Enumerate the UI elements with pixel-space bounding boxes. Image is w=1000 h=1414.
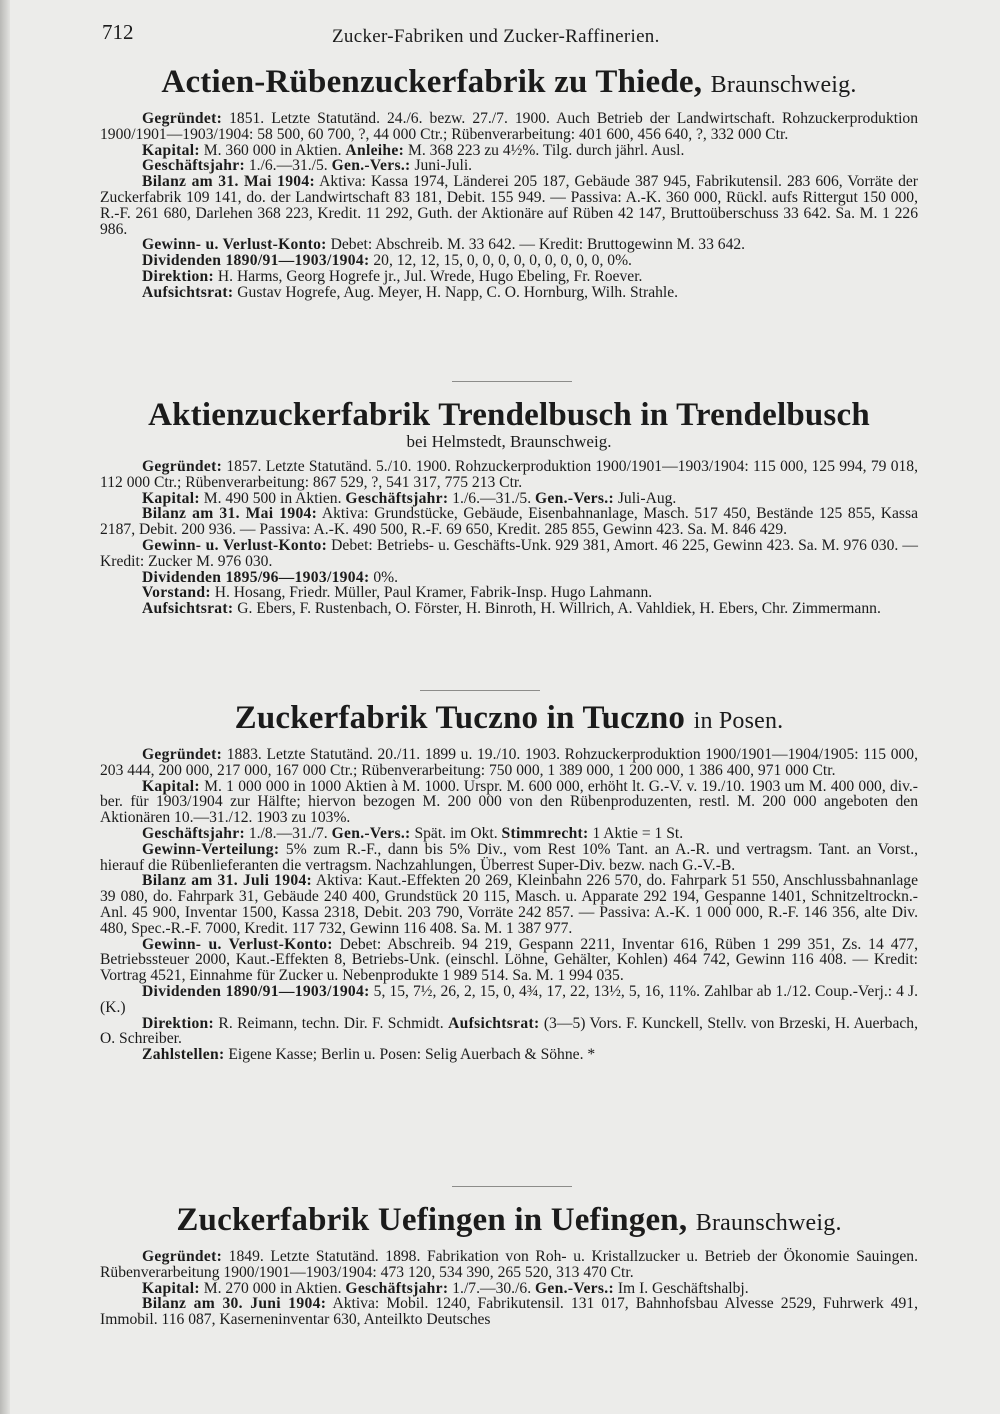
- field-kapital: Kapital: M. 360 000 in Aktien. Anleihe: M. 368 223 zu 4½%. Tilg. durch jährl. Ausl.: [142, 141, 685, 159]
- field-gegruendet: Gegründet: 1851. Letzte Statutänd. 24./6. bezw. 27./7. 1900. Auch Betrieb der Landwirtschaft. Rohzuckerproduktion 1900/1901—1903/1904: 58 500, 60 700, ?, 44 000 Ctr.; Rübenverarbeitung: 401 600, 456 640, ?, 332 000 Ctr.: [100, 110, 918, 143]
- field-bilanz: Bilanz am 31. Mai 1904: Aktiva: Grundstücke, Gebäude, Eisenbahnanlage, Masch. 517 450, Bestände 125 855, Kassa 2187, Debit. 200 936. — Passiva: A.-K. 490 500, R.-F. 69 650, Kredit. 285 855, Gewinn 423. Sa. M. 846 429.: [100, 505, 918, 539]
- company-name: Zuckerfabrik Uefingen in Uefingen,: [176, 1202, 688, 1238]
- field-geschaeftsjahr: Geschäftsjahr: 1./6.—31./5. Gen.-Vers.: Juni-Juli.: [142, 157, 473, 175]
- field-direktion: Direktion: H. Harms, Georg Hogrefe jr., Jul. Wrede, Hugo Ebeling, Fr. Roever.: [142, 267, 643, 285]
- section-divider: [452, 381, 572, 382]
- field-gegruendet: Gegründet: 1857. Letzte Statutänd. 5./10. 1900. Rohzuckerproduktion 1900/1901—1903/1904: 115 000, 125 994, 79 018, 112 000 Ctr.; Rübenverarbeitung: 867 529, ?, 541 317, 775 213 Ctr.: [100, 458, 918, 491]
- field-kapital: Kapital: M. 270 000 in Aktien. Geschäftsjahr: 1./7.—30./6. Gen.-Vers.: Im I. Geschäftshalbj.: [142, 1279, 749, 1297]
- company-place: Braunschweig.: [695, 1210, 842, 1236]
- field-aufsichtsrat: Aufsichtsrat: G. Ebers, F. Rustenbach, O. Förster, H. Binroth, H. Willrich, A. Vahldiek, H. Ebers, Chr. Zimmermann.: [142, 600, 881, 618]
- field-dividenden: Dividenden 1890/91—1903/1904: 20, 12, 12, 15, 0, 0, 0, 0, 0, 0, 0, 0, 0, 0%.: [142, 252, 632, 270]
- field-aufsichtsrat: Aufsichtsrat: Gustav Hogrefe, Aug. Meyer, H. Napp, C. O. Hornburg, Wilh. Strahle.: [142, 283, 679, 301]
- field-bilanz: Bilanz am 30. Juni 1904: Aktiva: Mobil. 1240, Fabrikutensil. 131 017, Bahnhofsbau Alvesse 2529, Fuhrwerk 491, Immobil. 116 087, Kaserneninventar 630, Anteilkto Deutsches: [100, 1295, 919, 1329]
- scan-edge: [0, 0, 10, 1414]
- field-gewinn-verlust: Gewinn- u. Verlust-Konto: Debet: Abschreib. M. 33 642. — Kredit: Bruttogewinn M. 33 642.: [142, 236, 746, 254]
- field-gewinn-verlust: Gewinn- u. Verlust-Konto: Debet: Abschreib. 94 219, Gespann 2211, Inventar 616, Rüben 1 299 351, Zs. 14 477, Betriebssteuer 2000, Kaut.-Effekten 8, Betriebs-Unk. (einschl. Löhne, Gehälter, Kohlen) 464 742, Gewinn 116 408. — Kredit: Vortrag 4521, Einnahme für Zucker u. Nebenprodukte 1 989 514. Sa. M. 1 994 035.: [100, 935, 918, 985]
- field-gegruendet: Gegründet: 1883. Letzte Statutänd. 20./11. 1899 u. 19./10. 1903. Rohzuckerproduktion 1900/1901—1904/1905: 115 000, 203 444, 200 000, 217 000, 167 000 Ctr.; Rübenverarbeitung: 750 000, 1 389 000, 1 200 000, 1 386 400, 971 000 Ctr.: [100, 746, 918, 779]
- company-place: in Posen.: [693, 708, 784, 734]
- field-geschaeftsjahr: Geschäftsjahr: 1./8.—31./7. Gen.-Vers.: Spät. im Okt. Stimmrecht: 1 Aktie = 1 St.: [142, 824, 684, 842]
- running-header: [102, 20, 922, 54]
- entry-body: [100, 459, 918, 617]
- field-gegruendet: Gegründet: 1849. Letzte Statutänd. 1898. Fabrikation von Roh- u. Kristallzucker u. Betrieb der Ökonomie Sauingen. Rübenverarbeitung 1900/1901—1903/1904: 473 120, 534 390, 265 520, 313 470 Ctr.: [100, 1248, 918, 1281]
- field-direktion: Direktion: R. Reimann, techn. Dir. F. Schmidt. Aufsichtsrat: (3—5) Vors. F. Kunckell, Stellv. von Brzeski, H. Auerbach, O. Schreiber.: [100, 1014, 918, 1048]
- field-bilanz: Bilanz am 31. Mai 1904: Aktiva: Kassa 1974, Länderei 205 187, Gebäude 387 945, Fabrikutensil. 283 606, Vorräte der Zuckerfabrik 109 141, do. der Landwirtschaft 83 181, Debit. 155 949. — Passiva: A.-K. 360 000, Rückl. aufs Rittergut 150 000, R.-F. 261 680, Darlehen 368 223, Kredit. 11 292, Guth. der Aktionäre auf Rüben 42 147, Bruttoüberschuss 33 642. Sa. M. 1 226 986.: [100, 173, 918, 238]
- company-name: Aktienzuckerfabrik Trendelbusch in Trendelbusch: [148, 397, 870, 433]
- entry-subtitle: bei Helmstedt, Braunschweig.: [406, 432, 612, 451]
- entry-title: [100, 395, 918, 435]
- field-dividenden: Dividenden 1890/91—1903/1904: 5, 15, 7½, 26, 2, 15, 0, 4¾, 17, 22, 13½, 5, 16, 11%. Zahlbar ab 1./12. Coup.-Verj.: 4 J. (K.): [100, 982, 918, 1016]
- field-dividenden: Dividenden 1895/96—1903/1904: 0%.: [142, 568, 399, 586]
- field-kapital: Kapital: M. 1 000 000 in 1000 Aktien à M. 1000. Urspr. M. 600 000, erhöht lt. G.-V. v. 19./10. 1903 um M. 400 000, div.-ber. für 1903/1904 zur Hälfte; hiervon bezogen M. 200 000 von den Rübenproduzenten, restl. M. 200 000 angeboten den Aktionären 10.—31./12. 1903 zu 103%.: [100, 777, 918, 827]
- entry-thiede: [100, 62, 918, 301]
- company-name: Zuckerfabrik Tuczno in Tuczno: [234, 700, 686, 736]
- running-title: Zucker-Fabriken und Zucker-Raffinerien.: [332, 26, 660, 47]
- field-gewinn-verteilung: Gewinn-Verteilung: 5% zum R.-F., dann bis 5% Div., vom Rest 10% Tant. an A.-R. und vertragsm. Tant. an Vorst., hierauf die Rübenlieferanten die vertragsm. Nachzahlungen, Überrest Super-Div. bezw. nach G.-V.-B.: [100, 840, 918, 874]
- entry-body: [100, 111, 918, 301]
- field-kapital: Kapital: M. 490 500 in Aktien. Geschäftsjahr: 1./6.—31./5. Gen.-Vers.: Juli-Aug.: [142, 489, 677, 507]
- page-number: 712: [102, 20, 134, 44]
- company-name: Actien-Rübenzuckerfabrik zu Thiede,: [161, 64, 703, 100]
- field-zahlstellen: Zahlstellen: Eigene Kasse; Berlin u. Posen: Selig Auerbach & Söhne. *: [142, 1046, 596, 1064]
- section-divider: [452, 1186, 572, 1187]
- entry-trendelbusch: [100, 395, 918, 617]
- field-vorstand: Vorstand: H. Hosang, Friedr. Müller, Paul Kramer, Fabrik-Insp. Hugo Lahmann.: [142, 584, 653, 602]
- entry-tuczno: [100, 698, 918, 1063]
- entry-title: [100, 62, 918, 105]
- company-place: Braunschweig.: [710, 72, 857, 98]
- entry-title: [100, 1200, 918, 1243]
- field-gewinn-verlust: Gewinn- u. Verlust-Konto: Debet: Betriebs- u. Geschäfts-Unk. 929 381, Amort. 46 225, Gewinn 423. Sa. M. 976 030. — Kredit: Zucker M. 976 030.: [100, 536, 918, 570]
- section-divider: [420, 690, 540, 691]
- entry-uefingen: [100, 1200, 918, 1328]
- entry-body: [100, 747, 918, 1063]
- entry-title: [100, 698, 918, 741]
- entry-body: [100, 1249, 918, 1328]
- field-bilanz: Bilanz am 31. Juli 1904: Aktiva: Kaut.-Effekten 20 269, Kleinbahn 226 570, do. Fahrpark 51 550, Anschlussbahnanlage 39 080, do. Fahrpark 31, Gebäude 240 400, Grundstück 20 115, Masch. u. Apparate 292 194, Gespanne 1401, Schnitzeltrockn.-Anl. 45 900, Inventar 1500, Kassa 2318, Debit. 203 790, Vorräte 242 857. — Passiva: A.-K. 1 000 000, R.-F. 146 356, alte Div. 480, Spec.-R.-F. 7000, Kredit. 117 732, Gewinn 116 408. Sa. M. 1 387 977.: [100, 872, 919, 937]
